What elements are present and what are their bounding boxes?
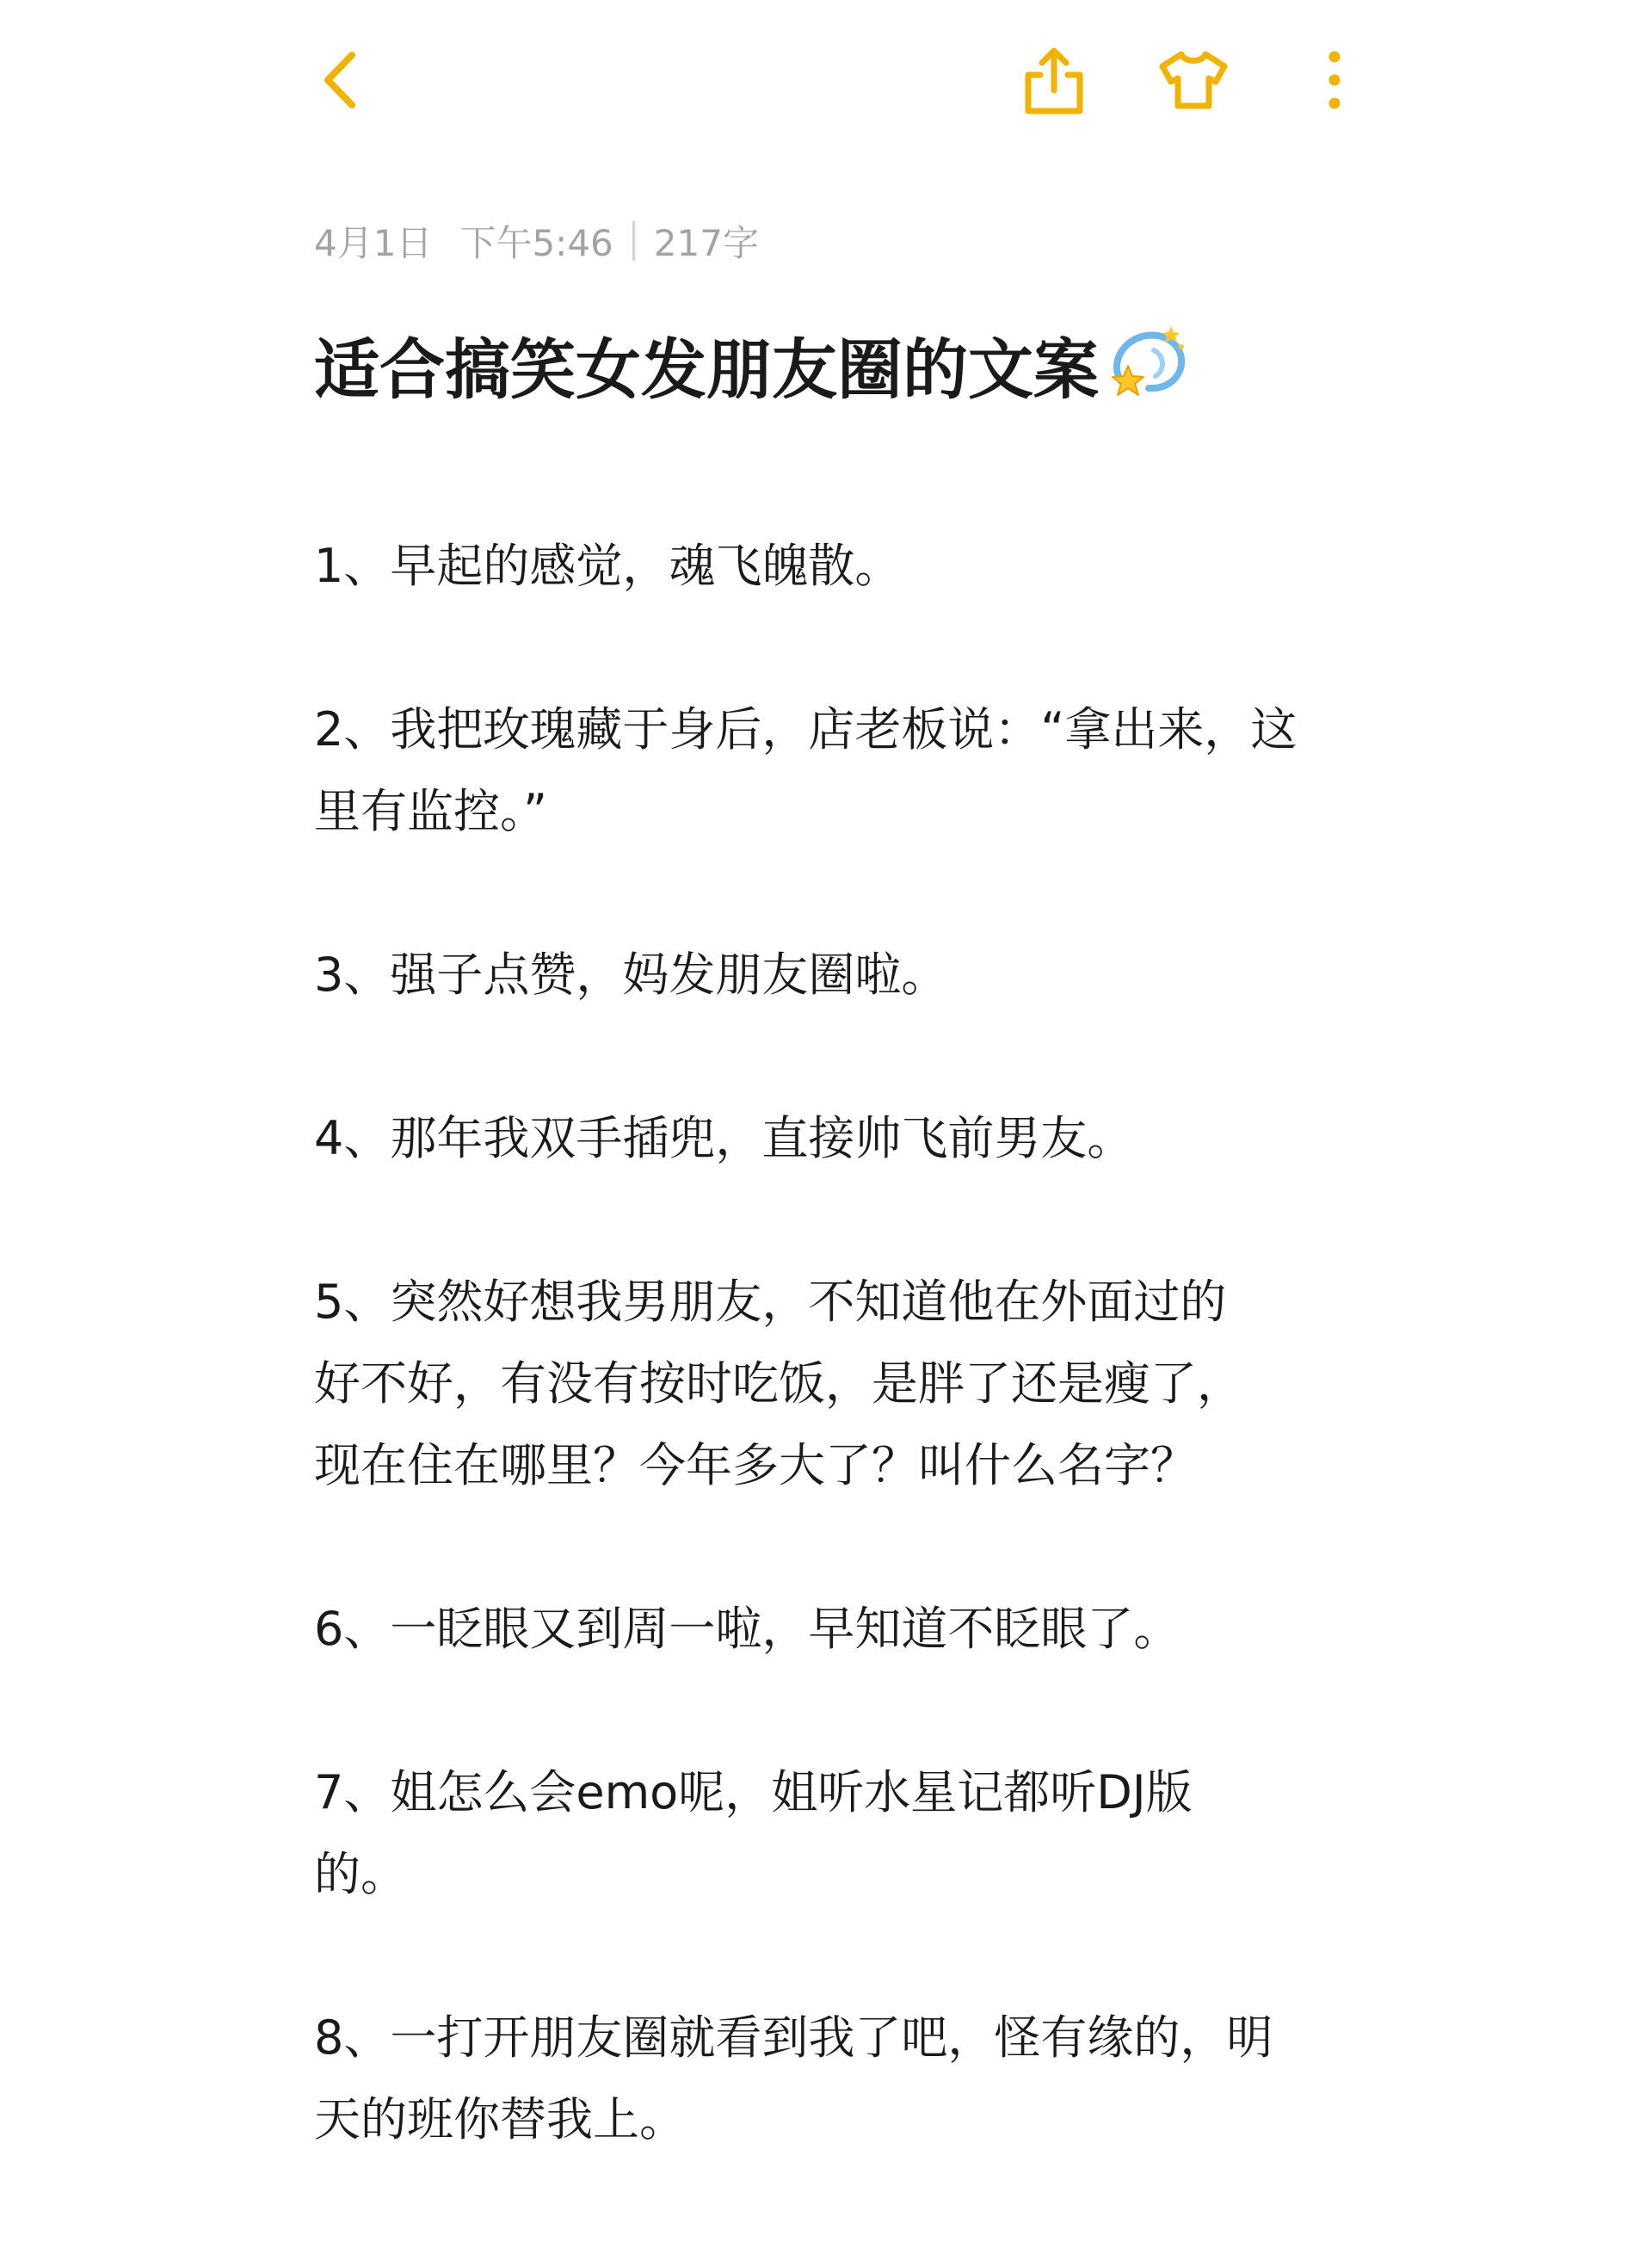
more-vertical-icon <box>1326 50 1343 110</box>
theme-button[interactable] <box>1146 33 1241 127</box>
paragraph-line: 6、一眨眼又到周一啦，早知道不眨眼了。 <box>314 1602 1180 1656</box>
tshirt-icon <box>1157 49 1230 111</box>
note-time: 下午5:46 <box>459 222 613 264</box>
back-button[interactable] <box>293 33 387 127</box>
note-title <box>314 317 1190 411</box>
paragraph-line: 1、早起的感觉，魂飞魄散。 <box>314 539 902 593</box>
note-paragraph <box>314 1997 1347 2160</box>
note-paragraph <box>314 1588 1347 1670</box>
dizzy-star-icon <box>1104 321 1190 407</box>
paragraph-line: 现在住在哪里？今年多大了？叫什么名字？ <box>314 1438 1197 1492</box>
paragraph-line: 的。 <box>314 1847 407 1901</box>
paragraph-line: 里有监控。” <box>314 784 547 838</box>
note-paragraph <box>314 1261 1347 1506</box>
paragraph-line: 7、姐怎么会emo呢，姐听水星记都听DJ版 <box>314 1765 1193 1819</box>
note-paragraph <box>314 1097 1347 1179</box>
share-icon <box>1021 44 1087 116</box>
word-count: 217字 <box>653 222 759 264</box>
paragraph-line: 3、强子点赞，妈发朋友圈啦。 <box>314 948 948 1002</box>
more-button[interactable] <box>1287 33 1382 127</box>
note-title-text: 适合搞笑女发朋友圈的文案 <box>314 330 1099 408</box>
paragraph-line: 8、一打开朋友圈就看到我了吧，怪有缘的，明 <box>314 2010 1273 2065</box>
meta-divider <box>632 221 635 261</box>
note-body[interactable] <box>314 525 1347 2242</box>
paragraph-line: 天的班你替我上。 <box>314 2092 686 2146</box>
note-date: 4月1日 <box>314 222 433 264</box>
paragraph-line: 好不好，有没有按时吃饭，是胖了还是瘦了， <box>314 1356 1243 1411</box>
note-paragraph <box>314 525 1347 607</box>
note-paragraph <box>314 934 1347 1016</box>
note-meta <box>314 215 759 267</box>
note-paragraph <box>314 689 1347 852</box>
paragraph-line: 4、那年我双手插兜，直接帅飞前男友。 <box>314 1111 1134 1165</box>
share-button[interactable] <box>1007 33 1101 127</box>
note-paragraph <box>314 1751 1347 1915</box>
chevron-left-icon <box>314 50 366 110</box>
paragraph-line: 2、我把玫瑰藏于身后，店老板说：“拿出来，这 <box>314 702 1298 757</box>
paragraph-line: 5、突然好想我男朋友，不知道他在外面过的 <box>314 1275 1227 1329</box>
top-toolbar <box>0 0 1652 164</box>
